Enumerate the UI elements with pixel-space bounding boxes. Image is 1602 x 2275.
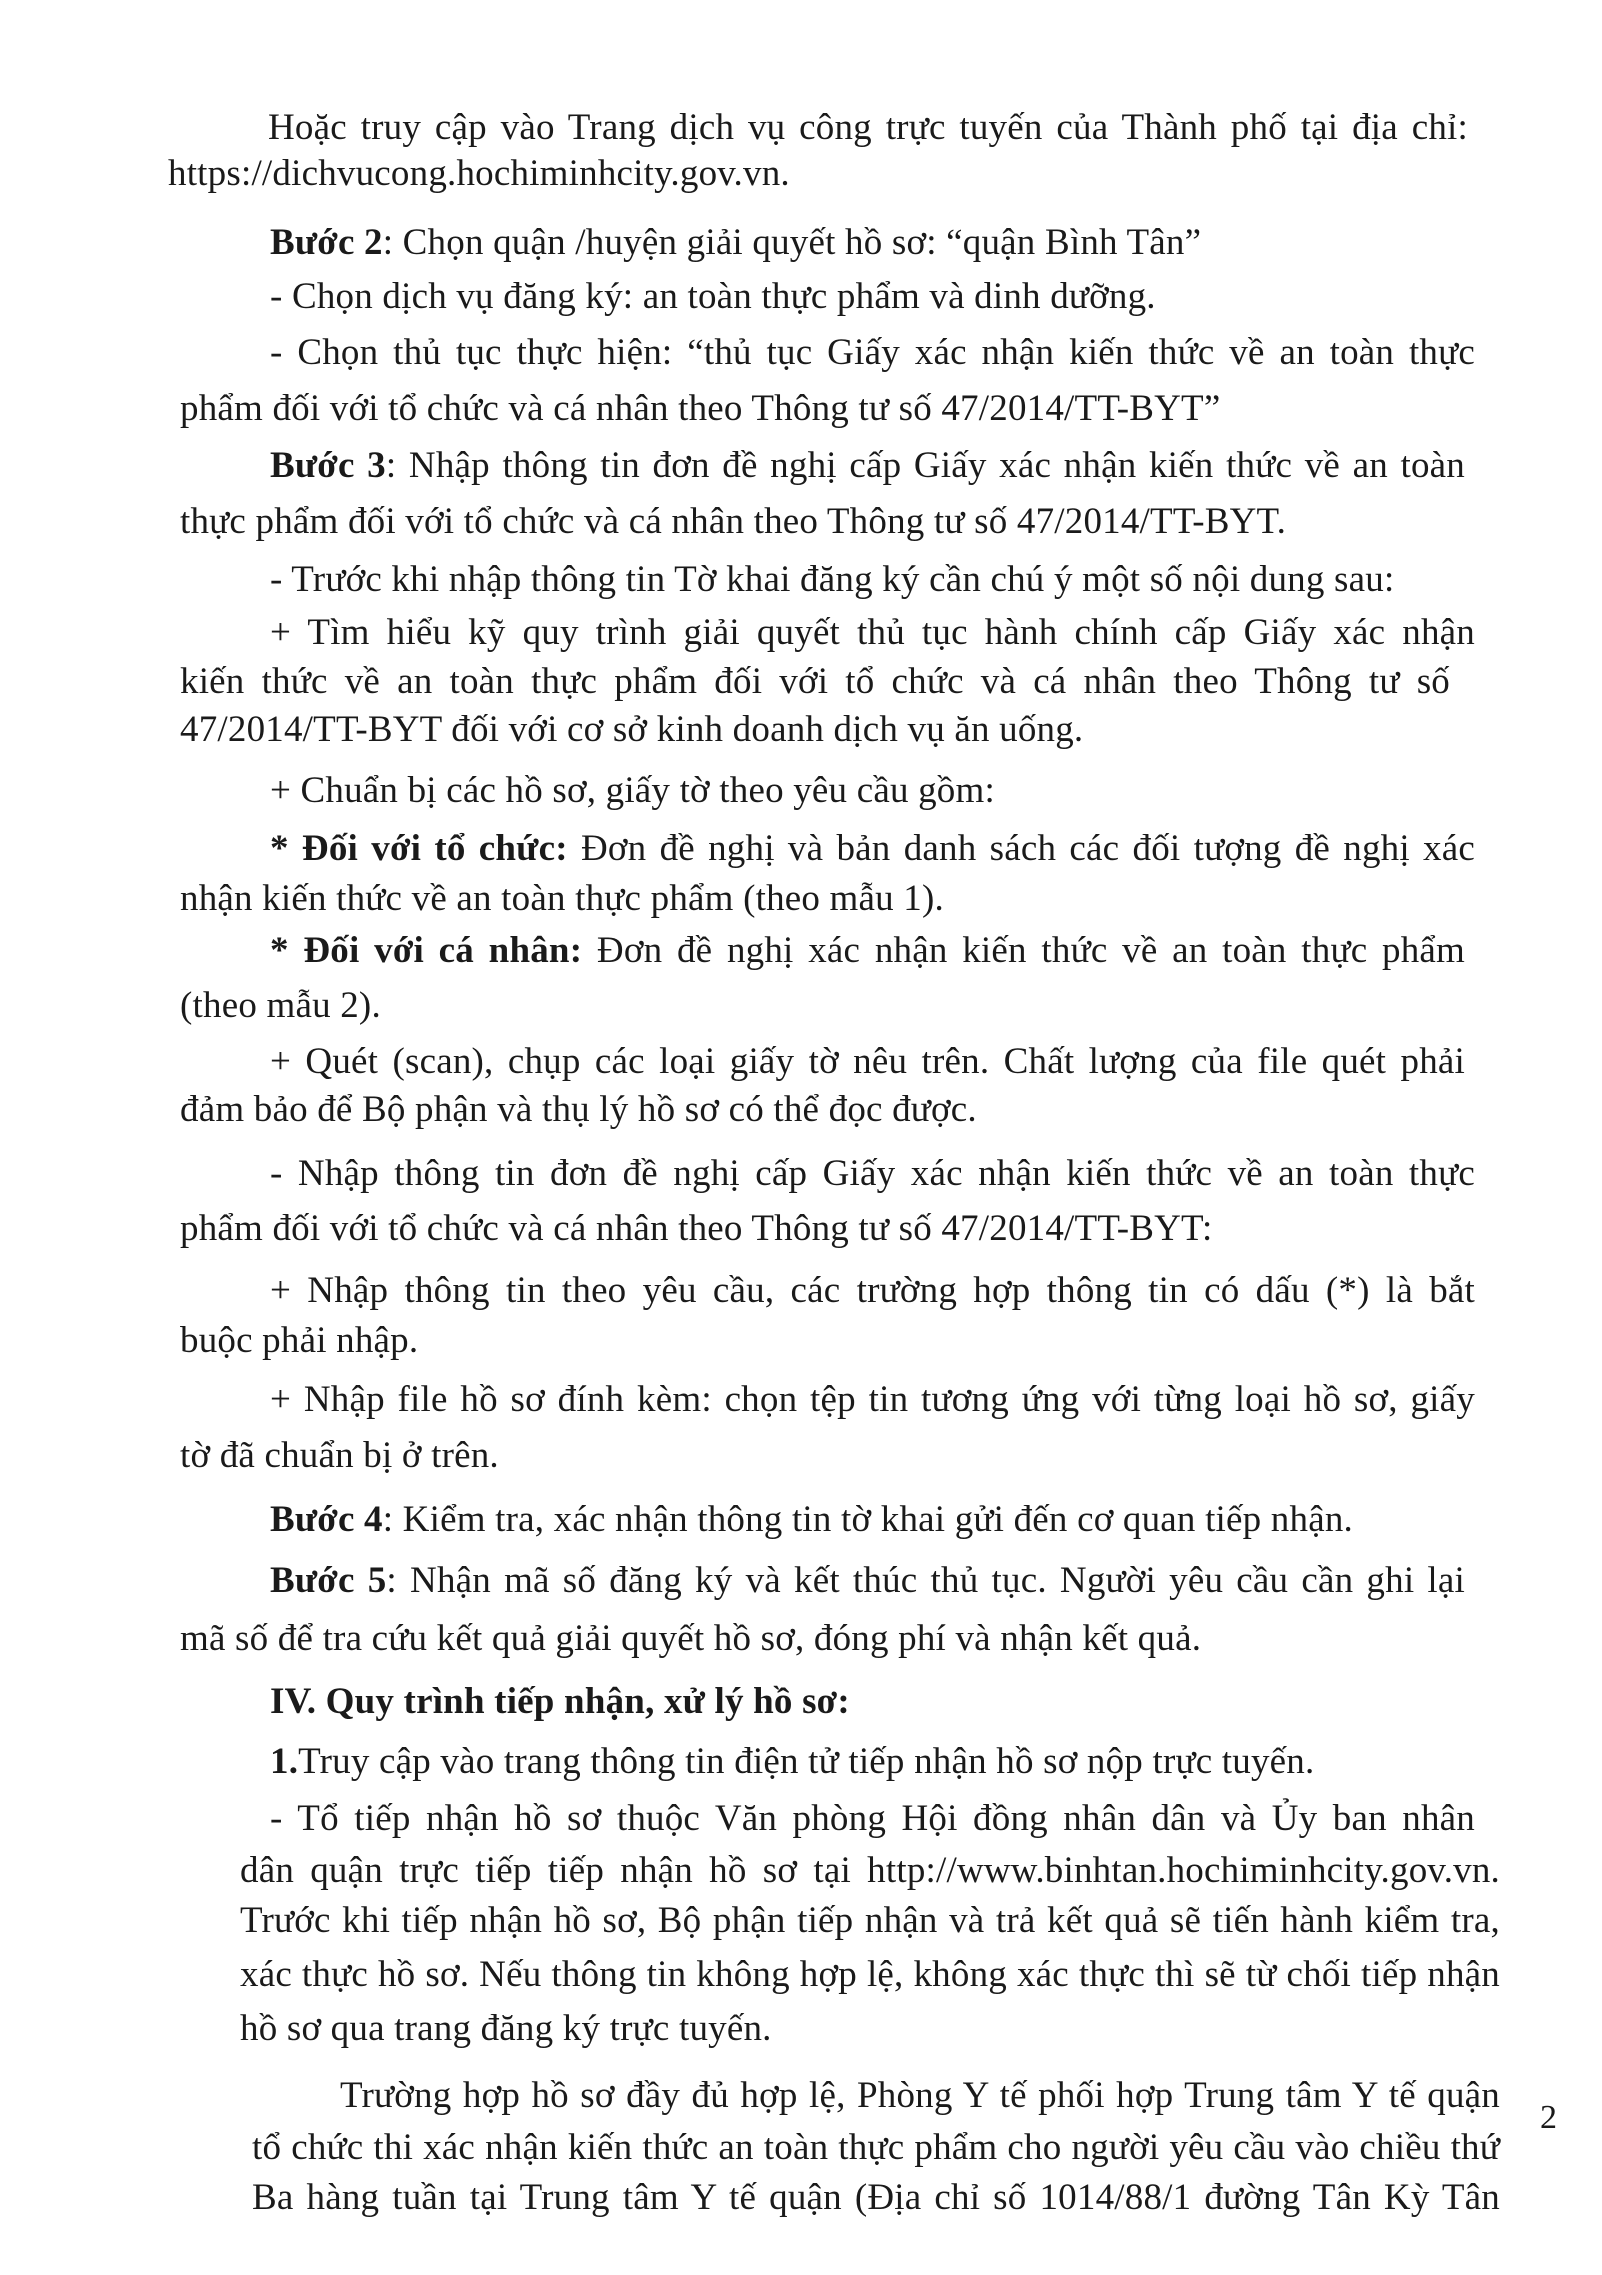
text-segment: Trường hợp hồ sơ đầy đủ hợp lệ, Phòng Y tế phối hợp Trung tâm Y tế quận [340, 2075, 1500, 2116]
text-line [270, 929, 1465, 973]
text-segment: Truy cập vào trang thông tin điện tử tiếp nhận hồ sơ nộp trực tuyến. [298, 1741, 1315, 1782]
text-segment: dân quận trực tiếp tiếp nhận hồ sơ tại http://www.binhtan.hochiminhcity.gov.vn. [240, 1850, 1500, 1891]
text-line [252, 2126, 1500, 2170]
text-line [270, 1152, 1475, 1196]
text-line [270, 331, 1475, 375]
text-line [180, 1088, 977, 1132]
text-segment: mã số để tra cứu kết quả giải quyết hồ sơ, đóng phí và nhận kết quả. [180, 1618, 1202, 1659]
text-segment: Ba hàng tuần tại Trung tâm Y tế quận (Địa chỉ số 1014/88/1 đường Tân Kỳ Tân [252, 2177, 1500, 2218]
text-segment: buộc phải nhập. [180, 1320, 419, 1361]
text-segment: : Nhập thông tin đơn đề nghị cấp Giấy xác nhận kiến thức về an toàn [385, 445, 1465, 486]
text-segment: https://dichvucong.hochiminhcity.gov.vn. [168, 153, 790, 194]
text-segment: Đơn đề nghị và bản danh sách các đối tượng đề nghị xác [567, 828, 1476, 869]
text-line [270, 1559, 1465, 1603]
text-line [168, 152, 790, 196]
text-segment: (theo mẫu 2). [180, 985, 381, 1026]
text-line [270, 1378, 1475, 1422]
text-line [252, 2176, 1500, 2220]
text-line [270, 827, 1475, 871]
bold-text: * Đối với tổ chức: [270, 828, 568, 869]
text-line [270, 1040, 1465, 1084]
text-line [270, 221, 1201, 265]
page-number: 2 [1540, 2099, 1557, 2136]
text-segment: - Tổ tiếp nhận hồ sơ thuộc Văn phòng Hội đồng nhân dân và Ủy ban nhân [270, 1798, 1475, 1839]
text-line [180, 1617, 1201, 1661]
text-segment: + Nhập thông tin theo yêu cầu, các trường hợp thông tin có dấu (*) là bắt [270, 1270, 1475, 1311]
text-segment: + Quét (scan), chụp các loại giấy tờ nêu trên. Chất lượng của file quét phải [270, 1041, 1465, 1082]
text-segment: đảm bảo để Bộ phận và thụ lý hồ sơ có thể đọc được. [180, 1089, 977, 1130]
text-segment: 47/2014/TT-BYT đối với cơ sở kinh doanh dịch vụ ăn uống. [180, 709, 1084, 750]
text-line [240, 1849, 1500, 1893]
text-line [268, 106, 1468, 150]
text-segment: tổ chức thi xác nhận kiến thức an toàn thực phẩm cho người yêu cầu vào chiều thứ [252, 2127, 1500, 2168]
text-line [240, 1953, 1500, 1997]
text-segment: : Chọn quận /huyện giải quyết hồ sơ: “quận Bình Tân” [382, 222, 1202, 263]
text-line [240, 1899, 1500, 1943]
bold-text: IV. Quy trình tiếp nhận, xử lý hồ sơ: [270, 1681, 850, 1722]
text-line [270, 444, 1465, 488]
bold-text: 1. [270, 1741, 299, 1782]
text-line [270, 769, 995, 813]
text-line [180, 877, 944, 921]
bold-text: * Đối với cá nhân: [270, 930, 583, 971]
text-segment: Trước khi tiếp nhận hồ sơ, Bộ phận tiếp nhận và trả kết quả sẽ tiến hành kiểm tra, [240, 1900, 1500, 1941]
text-segment: + Chuẩn bị các hồ sơ, giấy tờ theo yêu cầu gồm: [270, 770, 995, 811]
text-line [270, 1498, 1353, 1542]
text-line [270, 1740, 1314, 1784]
bold-text: Bước 5 [270, 1560, 387, 1601]
text-segment: Hoặc truy cập vào Trang dịch vụ công trực tuyến của Thành phố tại địa chỉ: [268, 107, 1468, 148]
text-line [340, 2074, 1500, 2118]
text-segment: nhận kiến thức về an toàn thực phẩm (theo mẫu 1). [180, 878, 944, 919]
text-segment: : Nhận mã số đăng ký và kết thúc thủ tục. Người yêu cầu cần ghi lại [386, 1560, 1465, 1601]
text-segment: hồ sơ qua trang đăng ký trực tuyến. [240, 2008, 772, 2049]
text-line [180, 387, 1220, 431]
text-segment: Đơn đề nghị xác nhận kiến thức về an toàn thực phẩm [582, 930, 1466, 971]
text-segment: xác thực hồ sơ. Nếu thông tin không hợp lệ, không xác thực thì sẽ từ chối tiếp nhận [240, 1954, 1500, 1995]
text-line [240, 2007, 772, 2051]
text-segment: + Nhập file hồ sơ đính kèm: chọn tệp tin tương ứng với từng loại hồ sơ, giấy [270, 1379, 1475, 1420]
text-line [180, 1434, 499, 1478]
text-line [270, 558, 1394, 602]
text-line [270, 1680, 850, 1724]
text-segment: - Chọn dịch vụ đăng ký: an toàn thực phẩm và dinh dưỡng. [270, 276, 1156, 317]
text-line [180, 660, 1450, 704]
text-line [270, 1269, 1475, 1313]
text-segment: - Trước khi nhập thông tin Tờ khai đăng ký cần chú ý một số nội dung sau: [270, 559, 1395, 600]
text-segment: : Kiểm tra, xác nhận thông tin tờ khai gửi đến cơ quan tiếp nhận. [382, 1499, 1353, 1540]
text-segment: phẩm đối với tổ chức và cá nhân theo Thông tư số 47/2014/TT-BYT: [180, 1208, 1213, 1249]
text-segment: - Nhập thông tin đơn đề nghị cấp Giấy xác nhận kiến thức về an toàn thực [270, 1153, 1475, 1194]
text-line [270, 275, 1156, 319]
text-line [270, 1797, 1475, 1841]
text-segment: phẩm đối với tổ chức và cá nhân theo Thông tư số 47/2014/TT-BYT” [180, 388, 1221, 429]
text-segment: - Chọn thủ tục thực hiện: “thủ tục Giấy xác nhận kiến thức về an toàn thực [270, 332, 1475, 373]
text-segment: thực phẩm đối với tổ chức và cá nhân theo Thông tư số 47/2014/TT-BYT. [180, 501, 1287, 542]
text-line [270, 611, 1475, 655]
text-segment: tờ đã chuẩn bị ở trên. [180, 1435, 499, 1476]
text-segment: + Tìm hiểu kỹ quy trình giải quyết thủ tục hành chính cấp Giấy xác nhận [270, 612, 1475, 653]
text-line [180, 984, 381, 1028]
text-line [180, 708, 1083, 752]
text-segment: kiến thức về an toàn thực phẩm đối với tổ chức và cá nhân theo Thông tư số [180, 661, 1450, 702]
bold-text: Bước 2 [270, 222, 383, 263]
bold-text: Bước 4 [270, 1499, 383, 1540]
text-line [180, 500, 1286, 544]
text-line [180, 1319, 418, 1363]
text-line [180, 1207, 1213, 1251]
bold-text: Bước 3 [270, 445, 386, 486]
